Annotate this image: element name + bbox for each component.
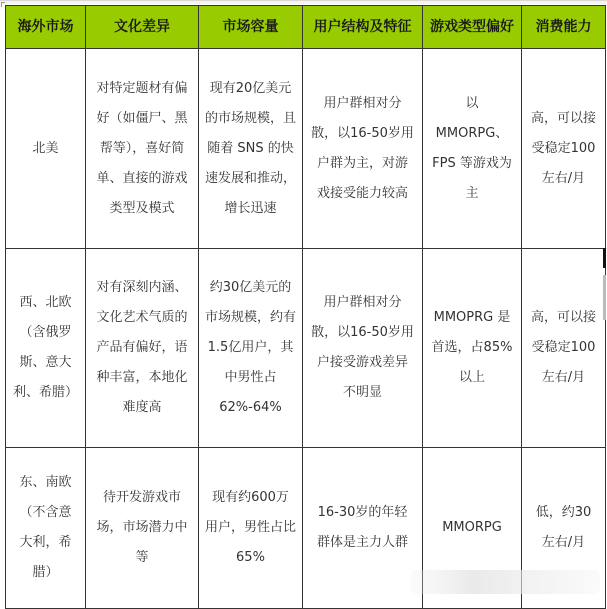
- cell-line: 左右/月: [541, 370, 586, 385]
- cell-line: 用户群相对分: [323, 95, 402, 111]
- cell-line: 腊）: [32, 565, 59, 580]
- cell-line: 产品有偏好，语: [96, 340, 188, 355]
- cell-line: 1.5亿用户，其: [207, 340, 294, 355]
- cell-line: MMOPRG 是: [433, 310, 511, 325]
- cell-line: 大利，希: [19, 535, 72, 550]
- cell-line: （含俄罗: [19, 325, 72, 340]
- cell-line: 高，可以接: [530, 110, 596, 126]
- table-header-row: [6, 6, 606, 49]
- header-cultural-difference: 文化差异: [86, 6, 199, 49]
- cell-users: [303, 249, 423, 448]
- cell-line: 待开发游戏市: [102, 490, 181, 505]
- cell-line: 速发展和推动，: [204, 170, 296, 186]
- cell-spending: [522, 49, 606, 249]
- cell-line: FPS 等游戏为: [432, 155, 512, 171]
- cell-line: 帮等），喜好简: [99, 140, 185, 156]
- cell-line: 65%: [236, 550, 265, 565]
- blurred-watermark: [410, 570, 600, 594]
- cell-line: 受稳定100: [531, 340, 596, 355]
- cell-market: [6, 249, 86, 448]
- table-row: [6, 49, 606, 249]
- cell-line: 增长迅速: [224, 200, 277, 216]
- scrollbar-marker: [603, 248, 606, 268]
- table-row: [6, 249, 606, 448]
- cell-line: 16-30岁的年轻: [317, 505, 408, 520]
- cell-market: [6, 448, 86, 609]
- cell-culture: [86, 249, 199, 448]
- cell-line: 对有深刻内涵、: [96, 280, 188, 295]
- cell-line: 随着 SNS 的快: [207, 140, 294, 156]
- cell-line: 斯、意大: [19, 355, 72, 370]
- cell-line: 62%-64%: [219, 400, 282, 415]
- cell-line: 戏接受能力较高: [316, 185, 408, 201]
- cell-users: [303, 49, 423, 249]
- cell-line: 主: [465, 185, 479, 201]
- scrollbar-track: [603, 275, 606, 320]
- cell-line: 用户，男性占比: [204, 520, 296, 535]
- cell-line: 东、南欧: [19, 475, 72, 490]
- cell-line: 低，约30: [535, 505, 592, 520]
- cell-line: 北美: [32, 140, 59, 156]
- cell-line: 左右/月: [541, 170, 586, 186]
- cell-line: 西、北欧: [19, 295, 72, 310]
- cell-line: 户接受游戏差异: [316, 355, 408, 370]
- header-game-genre-preference: 游戏类型偏好: [423, 6, 522, 49]
- cell-line: 文化艺术气质的: [96, 310, 188, 325]
- cell-market: [6, 49, 86, 249]
- cell-line: 市场规模，约有: [204, 310, 296, 325]
- cell-line: 场，市场潜力中: [96, 520, 188, 535]
- cell-line: 类型及模式: [109, 200, 175, 216]
- cell-line: 户群为主，对游: [316, 155, 408, 171]
- cell-line: 不明显: [342, 385, 382, 400]
- cell-culture: [86, 448, 199, 609]
- cell-line: 散，以16-50岁用: [311, 125, 414, 141]
- cell-line: MMORPG、: [435, 125, 509, 141]
- cell-line: 以: [465, 95, 479, 111]
- cell-line: 中男性占: [224, 370, 277, 385]
- cell-line: 对特定题材有偏: [96, 80, 188, 96]
- cell-line: 左右/月: [541, 535, 586, 550]
- cell-line: 单、直接的游戏: [96, 170, 188, 186]
- cell-line: 用户群相对分: [323, 295, 402, 310]
- cell-genre: [423, 49, 522, 249]
- cell-line: 以上: [458, 370, 485, 385]
- cell-line: 等: [135, 550, 149, 565]
- header-overseas-market: 海外市场: [6, 6, 86, 49]
- page-top-edge: [0, 0, 607, 4]
- cell-line: 首选，占85%: [431, 340, 513, 355]
- cell-line: 高，可以接: [530, 310, 596, 325]
- cell-line: 的市场规模，且: [204, 110, 296, 126]
- cell-line: （不含意: [19, 505, 72, 520]
- cell-capacity: [199, 49, 303, 249]
- cell-line: 现有约600万: [212, 490, 289, 505]
- header-user-structure: 用户结构及特征: [303, 6, 423, 49]
- cell-line: 约30亿美元的: [209, 280, 292, 295]
- header-spending-power: 消费能力: [522, 6, 606, 49]
- cell-line: 种丰富，本地化: [96, 370, 188, 385]
- cell-line: 群体是主力人群: [316, 535, 408, 550]
- cell-line: 难度高: [122, 400, 162, 415]
- cell-capacity: [199, 249, 303, 448]
- cell-line: 受稳定100: [531, 140, 596, 156]
- cell-line: 好（如僵尸、黑: [96, 110, 188, 126]
- cell-culture: [86, 49, 199, 249]
- cell-spending: [522, 249, 606, 448]
- cell-line: 散，以16-50岁用: [311, 325, 414, 340]
- overseas-market-table: [5, 5, 606, 609]
- cell-line: 现有20亿美元: [209, 80, 292, 96]
- cell-capacity: [199, 448, 303, 609]
- cell-users: [303, 448, 423, 609]
- cell-line: 利、希腊）: [12, 385, 78, 400]
- cell-genre: [423, 249, 522, 448]
- header-market-capacity: 市场容量: [199, 6, 303, 49]
- cell-line: MMORPG: [442, 520, 502, 535]
